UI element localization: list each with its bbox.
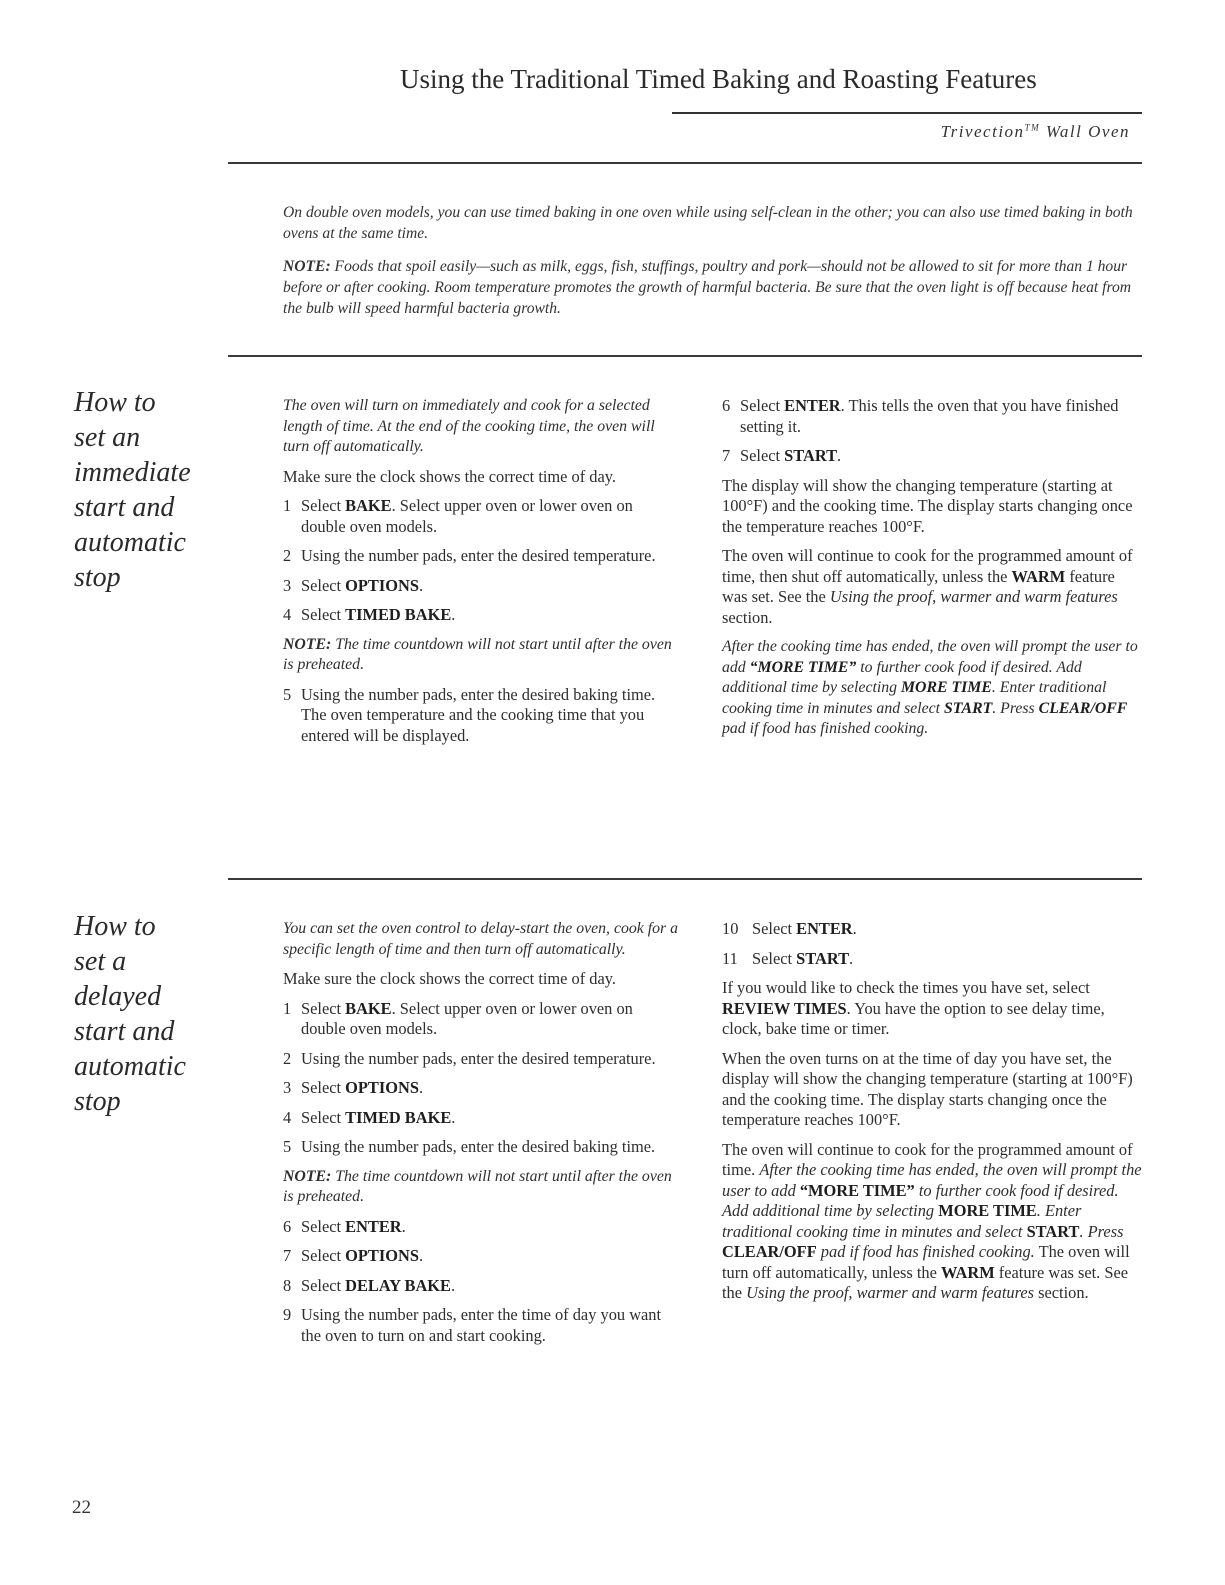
review-times-description: If you would like to check the times you have set, select REVIEW TIMES. You have the option to see delay time, clock, bake time or timer. bbox=[722, 978, 1105, 1038]
step-item: 10 Select ENTER. bbox=[722, 919, 857, 938]
page-number: 22 bbox=[72, 1497, 91, 1518]
section2-right-column bbox=[722, 919, 1142, 1313]
section-heading-delayed-start: How to set a delayed start and automatic stop bbox=[74, 911, 186, 1117]
section1-left-column bbox=[283, 396, 678, 755]
step-item: 6 Select ENTER. bbox=[283, 1216, 406, 1236]
step-item: 7 Select START. bbox=[722, 446, 842, 465]
intro-paragraph: On double oven models, you can use timed baking in one oven while using self-clean in the other; you can also use timed baking in both ovens at the same time. bbox=[283, 204, 1133, 242]
divider-rule bbox=[228, 878, 1142, 880]
step-item: 5 Using the number pads, enter the desired baking time. bbox=[283, 1137, 656, 1156]
step-item: 11 Select START. bbox=[722, 948, 854, 968]
divider-rule bbox=[228, 162, 1142, 164]
section-heading-immediate-start: How to set an immediate start and automatic stop bbox=[74, 387, 191, 593]
step-item: 1 Select BAKE. Select upper oven or lower oven on double oven models. bbox=[283, 998, 633, 1038]
step-item: 8 Select DELAY BAKE. bbox=[283, 1275, 456, 1295]
note: NOTE: The time countdown will not start until after the oven is preheated. bbox=[283, 635, 672, 673]
clock-instruction: Make sure the clock shows the correct time of day. bbox=[283, 466, 617, 486]
after-cooking-note: After the cooking time has ended, the oven will prompt the user to add “MORE TIME” to further cook food if desired. Add additional time by selecting MORE TIME. Enter traditional cooking time in minutes and select START. Press CLEAR/OFF pad if food has finished cooking. bbox=[722, 638, 1138, 737]
section2-left-column bbox=[283, 919, 678, 1355]
step-item: 9 Using the number pads, enter the time of day you want the oven to turn on and start cooking. bbox=[283, 1305, 662, 1345]
clock-instruction: Make sure the clock shows the correct time of day. bbox=[283, 969, 617, 988]
note: NOTE: The time countdown will not start until after the oven is preheated. bbox=[283, 1167, 672, 1205]
step-item: 4 Select TIMED BAKE. bbox=[283, 1107, 456, 1127]
page-title: Using the Traditional Timed Baking and Roasting Features bbox=[400, 64, 1037, 94]
step-item: 2 Using the number pads, enter the desired temperature. bbox=[283, 1048, 656, 1068]
step-item: 3 Select OPTIONS. bbox=[283, 1078, 424, 1097]
section-lead: The oven will turn on immediately and cook for a selected length of time. At the end of the cooking time, the oven will turn off automatically. bbox=[283, 397, 655, 455]
step-item: 4 Select TIMED BAKE. bbox=[283, 605, 456, 624]
step-item: 3 Select OPTIONS. bbox=[283, 575, 424, 595]
step-item: 6 Select ENTER. This tells the oven that you have finished setting it. bbox=[722, 396, 1119, 436]
section1-right-column bbox=[722, 396, 1142, 749]
note-label: NOTE: bbox=[283, 258, 331, 275]
header-rule bbox=[672, 112, 1142, 114]
section-lead: You can set the oven control to delay-start the oven, cook for a specific length of time and then turn off automatically. bbox=[283, 920, 678, 958]
divider-rule bbox=[228, 355, 1142, 357]
oven-turns-on-description: When the oven turns on at the time of day you have set, the display will show the changing temperature (starting at 100°F) and the cooking time. The display starts changing once the temperature reaches 100°F. bbox=[722, 1048, 1133, 1129]
continue-description: The oven will continue to cook for the programmed amount of time, then shut off automatically, unless the WARM feature was set. See the Using the proof, warmer and warm features section. bbox=[722, 546, 1133, 627]
intro-note: NOTE: Foods that spoil easily—such as milk, eggs, fish, stuffings, poultry and pork—should not be allowed to sit for more than 1 hour before or after cooking. Room temperature promotes the growth of harmful bacteria. Be sure that the oven light is off because heat from the bulb will speed harmful bacteria growth. bbox=[283, 258, 1132, 317]
display-description: The display will show the changing temperature (starting at 100°F) and the cooking time. The display starts changing once the temperature reaches 100°F. bbox=[722, 475, 1133, 536]
step-item: 1 Select BAKE. Select upper oven or lower oven on double oven models. bbox=[283, 496, 633, 536]
page-subtitle: Trivection™ Wall Oven bbox=[940, 122, 1130, 141]
continue-description: The oven will continue to cook for the programmed amount of time. After the cooking time has ended, the oven will prompt the user to add “MORE TIME” to further cook food if desired. Add additional time by selecting MORE TIME. Enter traditional cooking time in minutes and select START. Press CLEAR/OFF pad if food has finished cooking. The oven will turn off automatically, unless the WARM feature was set. See the Using the proof, warmer and warm features section. bbox=[722, 1139, 1142, 1302]
step-item: 7 Select OPTIONS. bbox=[283, 1246, 424, 1265]
step-item: 2 Using the number pads, enter the desired temperature. bbox=[283, 546, 656, 565]
trademark-mark: TM bbox=[1024, 122, 1041, 133]
step-item: 5 Using the number pads, enter the desired baking time. The oven temperature and the cooking time that you entered will be displayed. bbox=[283, 684, 656, 745]
